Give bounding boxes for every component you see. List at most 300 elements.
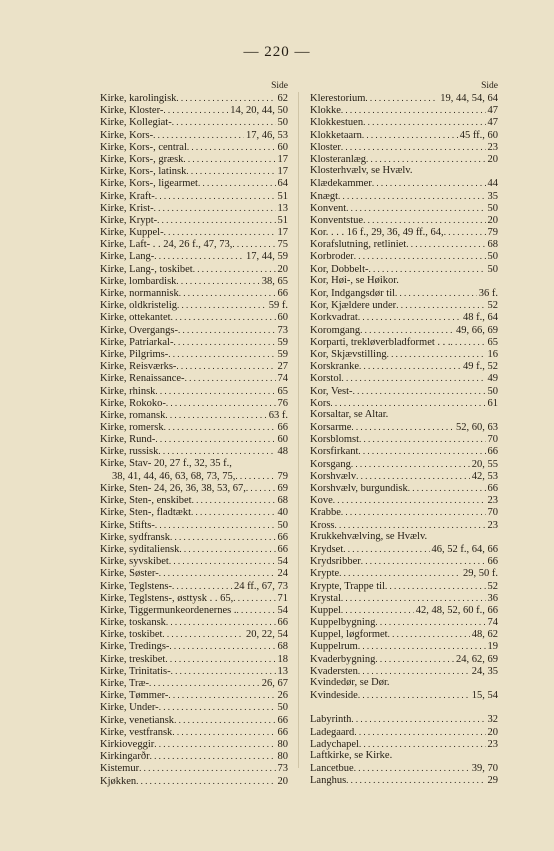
entry-pages: 80 <box>277 738 288 750</box>
entry-pages: 17 <box>277 153 288 165</box>
entry-term: Kor, Indgangsdør til <box>310 288 396 299</box>
entry-term: Krypte, Trappe til <box>310 580 385 592</box>
entry-pages: 74 <box>277 373 288 385</box>
dot-leader <box>338 190 485 202</box>
dot-leader <box>360 324 454 336</box>
dot-leader <box>170 531 276 543</box>
index-entry <box>310 348 498 360</box>
entry-term: Kirke, Pilgrims- <box>100 348 169 360</box>
dot-leader <box>406 238 485 250</box>
dot-leader <box>157 214 275 226</box>
dot-leader <box>358 665 470 677</box>
entry-term: Kross <box>310 519 335 531</box>
index-entry <box>310 665 498 677</box>
entry-pages: 45 ff., 60 <box>459 129 498 141</box>
entry-term: Klokketaarn <box>310 129 362 141</box>
entry-term: Kove <box>310 495 333 507</box>
dot-leader <box>396 299 485 311</box>
dot-leader <box>155 385 275 397</box>
entry-term: Kjøkken <box>100 775 137 787</box>
entry-pages: 50 <box>277 702 288 714</box>
entry-pages: 79 <box>487 227 498 239</box>
index-entry <box>310 738 498 750</box>
dot-leader <box>178 324 276 336</box>
entry-pages: 66 <box>277 726 288 738</box>
entry-pages: 20 <box>487 726 498 738</box>
dot-leader <box>354 726 485 738</box>
entry-term: Kor, Skjævstilling <box>310 348 387 360</box>
entry-term: Kirke, romersk <box>100 422 164 434</box>
dot-leader <box>356 470 470 482</box>
entry-term: Kirke, romansk <box>100 409 166 421</box>
dot-leader <box>174 714 275 726</box>
entry-term: Kirke, Træ- <box>100 678 150 689</box>
dot-leader <box>359 360 461 372</box>
entry-term: Kirke, Overgangs- <box>100 324 178 336</box>
entry-pages: 63 f. <box>268 409 288 421</box>
index-entry <box>310 421 498 433</box>
index-entry <box>100 238 288 250</box>
index-entry <box>310 604 498 616</box>
entry-term: Kirke, Reisværks- <box>100 361 177 373</box>
entry-pages: 74 <box>487 617 498 629</box>
index-entry <box>100 567 288 579</box>
entry-pages: 16 <box>487 348 498 360</box>
entry-pages: 35 <box>487 190 498 202</box>
left-side-header: Side <box>271 81 288 91</box>
index-entry <box>100 701 288 713</box>
entry-pages: 13 <box>277 202 288 214</box>
entry-term: Kirke, Krypt- <box>100 214 158 226</box>
dot-leader <box>162 628 244 640</box>
entry-term: Kirke, sydfransk <box>100 531 170 543</box>
entry-term: Laftkirke, se Kirke. <box>310 749 393 761</box>
index-entry <box>100 616 288 628</box>
entry-term: Kuppel <box>310 604 341 616</box>
index-entry <box>100 604 288 616</box>
page-number: — 220 — <box>243 44 311 60</box>
dot-leader <box>341 506 486 518</box>
index-entry <box>310 628 498 640</box>
index-entry <box>100 677 288 689</box>
entry-pages: 14, 20, 44, 50 <box>230 105 288 117</box>
dot-leader <box>154 250 244 262</box>
entry-term: Korkvadrat <box>310 312 358 324</box>
entry-pages: 80 <box>277 751 288 763</box>
entry-term: Kirke, karolingisk <box>100 93 177 104</box>
entry-pages: 64 <box>277 178 288 190</box>
entry-pages: 65 <box>487 336 498 348</box>
entry-term: Kirke, normannisk <box>100 288 179 299</box>
dot-leader <box>164 421 276 433</box>
dot-leader <box>388 628 470 640</box>
entry-term: Kirke, venetiansk <box>100 714 175 726</box>
index-entry <box>100 263 288 275</box>
entry-pages: 23 <box>487 738 498 750</box>
entry-pages: 66 <box>277 531 288 543</box>
entry-pages: 66 <box>277 714 288 726</box>
index-entry <box>310 713 498 725</box>
dot-leader <box>163 104 228 116</box>
index-entry <box>100 592 288 604</box>
entry-pages: 36 <box>487 592 498 604</box>
entry-term: Kirke, Rund- <box>100 434 156 446</box>
entry-term: Kirkingarðr <box>100 751 150 763</box>
dot-leader <box>235 470 275 482</box>
index-entry <box>310 543 498 555</box>
dot-leader <box>155 519 276 531</box>
index-entry <box>310 470 498 482</box>
dot-leader <box>172 116 276 128</box>
entry-term: Koromgang <box>310 324 361 336</box>
entry-pages: 38, 65 <box>261 275 288 287</box>
entry-term: Knægt <box>310 190 339 202</box>
entry-term: Korsblomst <box>310 434 360 446</box>
dot-leader <box>136 775 275 787</box>
entry-term: Korsfirkant <box>310 446 359 458</box>
entry-pages: 59 <box>277 336 288 348</box>
index-entry <box>100 324 288 336</box>
index-entry <box>310 177 498 189</box>
entry-term: Kirke, Kloster- <box>100 105 164 117</box>
entry-pages: 66 <box>487 483 498 494</box>
entry-term: Kirke, Teglstens-, østtysk . . 65, <box>100 592 234 604</box>
entry-pages: 20, 55 <box>471 458 498 470</box>
dot-leader <box>193 263 276 275</box>
entry-pages: 48 <box>277 446 288 458</box>
entry-pages: 60 <box>277 434 288 446</box>
entry-term: Kirke, Lang-, toskibet <box>100 263 193 275</box>
dot-leader <box>351 458 470 470</box>
index-entry <box>100 738 288 750</box>
dot-leader <box>183 153 275 165</box>
dot-leader <box>171 311 276 323</box>
dot-leader <box>139 762 275 774</box>
entry-term: Kor, Vest- <box>310 385 353 397</box>
entry-term: Kirke, Kuppel- <box>100 227 164 239</box>
index-entry <box>100 311 288 323</box>
dot-leader <box>358 689 470 701</box>
index-entry <box>100 299 288 311</box>
entry-term: Kvaderbygning <box>310 653 376 665</box>
entry-term: Kirke, Kors- <box>100 129 154 141</box>
entry-pages: 66 <box>277 543 288 555</box>
dot-leader <box>186 165 275 177</box>
entry-pages: 51 <box>277 214 288 226</box>
entry-term: Labyrinth <box>310 714 352 726</box>
entry-pages: 59 f. <box>268 300 288 312</box>
entry-pages: 20 <box>277 775 288 787</box>
entry-term: Lancetbue <box>310 763 354 775</box>
dot-leader <box>169 640 275 652</box>
index-entry <box>310 689 498 701</box>
entry-term: Korsarme <box>310 422 352 434</box>
entry-term: Korstol <box>310 373 342 385</box>
entry-term: Kirke, Tømmer- <box>100 690 169 702</box>
entry-term: Kirke, Kors-, ligearmet <box>100 178 198 190</box>
index-entry <box>310 640 498 652</box>
dot-leader <box>155 190 276 202</box>
index-entry <box>100 628 288 640</box>
entry-term: Krydsribber <box>310 556 361 568</box>
dot-leader <box>341 604 414 616</box>
index-entry <box>310 360 498 372</box>
dot-leader <box>346 774 485 786</box>
entry-term: Kvadersten <box>310 665 358 677</box>
dot-leader <box>166 616 276 628</box>
dot-leader <box>165 409 266 421</box>
dot-leader <box>351 421 454 433</box>
entry-pages: 47 <box>487 117 498 129</box>
entry-term: Kirke, Kraft- <box>100 190 155 202</box>
entry-pages: 40 <box>277 507 288 519</box>
entry-pages: 68 <box>487 239 498 251</box>
entry-term: Kor, Høi-, se Høikor. <box>310 274 399 286</box>
index-entry <box>100 104 288 116</box>
entry-term: Korafslutning, retliniet <box>310 239 407 251</box>
dot-leader <box>444 226 486 238</box>
entry-pages: 49 f., 52 <box>463 361 498 373</box>
index-entry <box>100 714 288 726</box>
dot-leader <box>179 543 275 555</box>
dot-leader <box>172 580 232 592</box>
index-entry <box>100 275 288 287</box>
entry-term: Kor, Kjældere under <box>310 300 397 312</box>
entry-pages: 70 <box>487 434 498 446</box>
index-entry <box>310 275 498 287</box>
dot-leader <box>365 92 438 104</box>
entry-term: Korsgang <box>310 458 351 470</box>
entry-term: Krypte <box>310 568 340 580</box>
entry-term: Kirke, russisk <box>100 446 159 458</box>
dot-leader <box>333 494 486 506</box>
index-entry <box>310 311 498 323</box>
entry-term: Kvindeside <box>310 690 358 702</box>
entry-pages: 20, 22, 54 <box>246 629 288 641</box>
entry-pages: 75 <box>277 239 288 251</box>
entry-pages: 68 <box>277 641 288 653</box>
index-entry <box>310 287 498 299</box>
entry-term: Kirke, Kors-, central <box>100 141 187 153</box>
index-entry <box>100 775 288 787</box>
entry-pages: 66 <box>487 446 498 458</box>
entry-pages: 68 <box>277 495 288 507</box>
index-entry <box>100 141 288 153</box>
entry-pages: 73 <box>277 763 288 775</box>
index-entry <box>310 263 498 275</box>
entry-pages: 20 <box>487 214 498 226</box>
index-entry <box>310 592 498 604</box>
entry-term: Kirke, Trinitatis- <box>100 665 171 677</box>
index-entry <box>310 433 498 445</box>
entry-pages: 50 <box>277 519 288 531</box>
dot-leader <box>165 653 275 665</box>
dot-leader <box>232 238 275 250</box>
entry-term: Langhus <box>310 775 347 787</box>
entry-pages: 65 <box>277 385 288 397</box>
entry-term: Kirke, rhinsk <box>100 385 156 397</box>
entry-term: Kirke, Rokoko- <box>100 397 166 409</box>
entry-term: Kirke, Renaissance- <box>100 373 185 385</box>
index-entry <box>100 640 288 652</box>
entry-pages: 51 <box>277 190 288 202</box>
index-entry <box>100 506 288 518</box>
index-entry <box>100 555 288 567</box>
entry-pages: 66 <box>277 617 288 629</box>
entry-pages: 39, 70 <box>471 763 498 775</box>
index-entry <box>310 774 498 786</box>
index-entry <box>310 677 498 689</box>
index-entry <box>310 555 498 567</box>
entry-pages: 66 <box>277 288 288 299</box>
entry-pages: 76 <box>277 397 288 409</box>
dot-leader <box>359 738 486 750</box>
entry-pages: 50 <box>487 263 498 275</box>
entry-term: Krukkehvælving, se Hvælv. <box>310 530 428 542</box>
entry-term: Kirke, Kollegiat- <box>100 117 172 129</box>
dot-leader <box>375 653 454 665</box>
index-entry <box>310 141 498 153</box>
dot-leader <box>185 372 276 384</box>
index-entry <box>100 129 288 141</box>
entry-term: Kirke, Sten-, fladtækt <box>100 507 191 519</box>
index-entry <box>310 238 498 250</box>
index-entry <box>310 494 498 506</box>
dot-leader <box>187 141 276 153</box>
entry-term: Klosterhvælv, se Hvælv. <box>310 165 413 177</box>
dot-leader <box>375 616 485 628</box>
dot-leader <box>172 726 275 738</box>
dot-leader <box>191 506 276 518</box>
dot-leader <box>154 202 276 214</box>
entry-term: Kirke, treskibet <box>100 653 166 665</box>
entry-term: Kirke, Sten-, enskibet <box>100 495 192 507</box>
dot-leader <box>341 592 486 604</box>
index-entry <box>310 385 498 397</box>
index-entry <box>310 190 498 202</box>
index-entry <box>310 214 498 226</box>
entry-term: Kor. . . . 16 f., 29, 36, 49 ff., 64, <box>310 227 444 239</box>
index-entry <box>310 397 498 409</box>
index-entry <box>100 458 288 470</box>
index-entry <box>310 482 498 494</box>
entry-term: Korshvælv, burgundisk <box>310 483 408 494</box>
dot-leader <box>155 433 275 445</box>
entry-term: Kirke, Tiggermunkeordenernes . <box>100 604 237 616</box>
entry-term: Konvent <box>310 202 347 214</box>
index-entry <box>310 104 498 116</box>
entry-pages: 23 <box>487 495 498 507</box>
dot-leader <box>368 263 485 275</box>
entry-pages: 50 <box>277 117 288 129</box>
entry-term: Konventstue <box>310 214 364 226</box>
index-entry <box>100 531 288 543</box>
entry-term: Ladegaard <box>310 726 355 738</box>
index-entry <box>310 250 498 262</box>
index-entry <box>310 726 498 738</box>
dot-leader <box>387 348 486 360</box>
entry-pages: 17, 46, 53 <box>246 129 288 141</box>
entry-term: Krystal <box>310 592 341 604</box>
dot-leader <box>159 567 276 579</box>
index-entry <box>100 689 288 701</box>
index-entry <box>100 543 288 555</box>
entry-pages: 79 <box>277 470 288 482</box>
dot-leader <box>358 640 486 652</box>
entry-pages: 60 <box>277 312 288 324</box>
entry-pages: 36 f. <box>478 288 498 299</box>
index-entry <box>310 458 498 470</box>
entry-term: Kirke, Lang- <box>100 251 155 263</box>
entry-pages: 19 <box>487 641 498 653</box>
index-entry <box>100 482 288 494</box>
entry-term: Kors <box>310 397 331 409</box>
index-entry <box>310 616 498 628</box>
dot-leader <box>159 701 276 713</box>
index-entry <box>100 202 288 214</box>
entry-pages: 15, 54 <box>471 690 498 702</box>
entry-pages: 71 <box>277 592 288 604</box>
dot-leader <box>359 433 485 445</box>
dot-leader <box>168 348 275 360</box>
entry-term: Ladychapel <box>310 738 359 750</box>
entry-term: Kirke, Teglstens- <box>100 580 172 592</box>
entry-term: Kloster <box>310 141 341 153</box>
entry-pages: 20 <box>487 153 498 165</box>
right-index-column <box>310 80 498 787</box>
index-entry <box>100 665 288 677</box>
dot-leader <box>342 372 486 384</box>
entry-term: Kirke, Krist- <box>100 202 154 214</box>
entry-term: Kirke, vestfransk <box>100 726 173 738</box>
index-entry <box>100 214 288 226</box>
entry-pages: 54 <box>277 556 288 568</box>
index-entry <box>100 385 288 397</box>
dot-leader <box>169 555 276 567</box>
index-entry <box>310 153 498 165</box>
entry-pages: 23 <box>487 141 498 153</box>
entry-term: Krabbe <box>310 507 341 519</box>
dot-leader <box>354 762 470 774</box>
dot-leader <box>341 141 486 153</box>
dot-leader <box>236 604 275 616</box>
index-entry <box>310 519 498 531</box>
entry-term: Korbroder <box>310 251 354 263</box>
index-entry <box>310 165 498 177</box>
entry-term: Klokke <box>310 105 341 117</box>
index-entry <box>310 445 498 457</box>
index-entry <box>100 177 288 189</box>
dot-leader <box>158 445 275 457</box>
entry-term: Korsaltar, se Altar. <box>310 408 389 420</box>
entry-term: Kuppelrum <box>310 641 358 653</box>
entry-pages: 24, 62, 69 <box>456 653 498 665</box>
dot-leader <box>363 214 485 226</box>
index-entry <box>100 397 288 409</box>
entry-pages: 18 <box>277 653 288 665</box>
dot-leader <box>363 116 485 128</box>
dot-leader <box>339 567 461 579</box>
index-entry <box>310 653 498 665</box>
index-entry <box>100 762 288 774</box>
entry-pages: 29 <box>487 775 498 787</box>
index-entry <box>310 202 498 214</box>
index-entry <box>100 360 288 372</box>
index-entry <box>100 726 288 738</box>
entry-pages: 26, 67 <box>261 678 288 689</box>
entry-pages: 60 <box>277 141 288 153</box>
dot-leader <box>176 92 275 104</box>
